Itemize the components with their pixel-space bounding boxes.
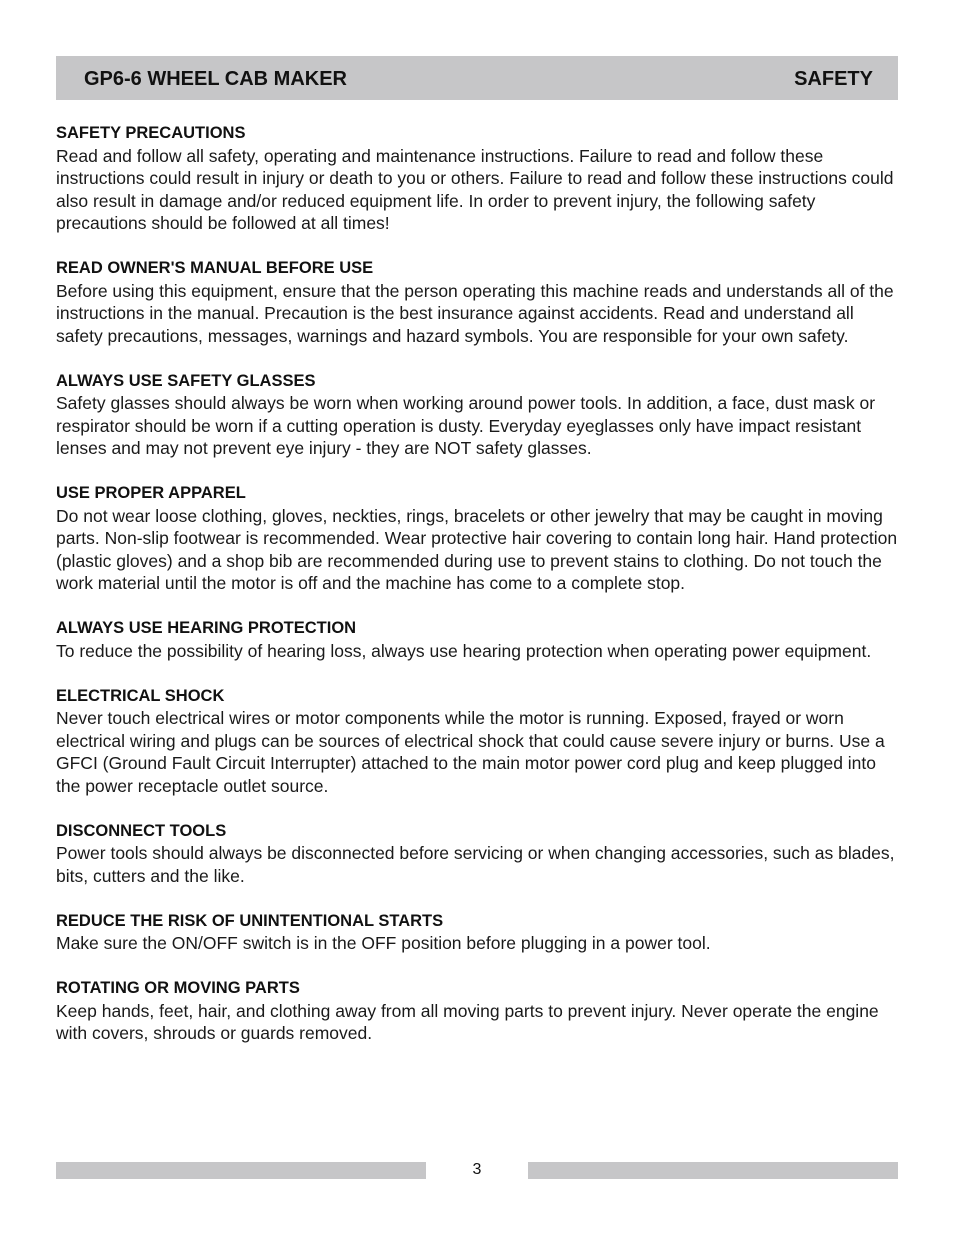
section-heading: READ OWNER'S MANUAL BEFORE USE <box>56 259 374 277</box>
header-bar <box>56 56 898 100</box>
section-heading: ALWAYS USE HEARING PROTECTION <box>56 619 357 637</box>
section-heading: ALWAYS USE SAFETY GLASSES <box>56 371 316 390</box>
section-safety-glasses <box>56 370 902 460</box>
section-electrical-shock <box>56 685 902 798</box>
section-heading: DISCONNECT TOOLS <box>56 821 227 840</box>
section-read-manual <box>56 257 902 347</box>
section-proper-apparel <box>56 482 902 595</box>
footer-bar-left <box>56 1162 426 1179</box>
section-body: To reduce the possibility of hearing loss, always use hearing protection when operating power equipment. <box>56 640 872 661</box>
document-title: GP6-6 WHEEL CAB MAKER <box>84 68 347 90</box>
section-title: SAFETY <box>794 68 873 90</box>
section-body: Before using this equipment, ensure that the person operating this machine reads and understands all of the instructions in the manual. Precaution is the best insurance against accidents. Read and understand all safety precautions, messages, warnings and hazard symbols. You are responsible for your own safety. <box>56 280 894 346</box>
section-safety-precautions <box>56 122 902 235</box>
page-number: 3 <box>472 1161 482 1178</box>
section-hearing-protection <box>56 617 902 662</box>
section-body: Never touch electrical wires or motor components while the motor is running. Exposed, frayed or worn electrical wiring and plugs can be sources of electrical shock that could cause severe injury or burns. Use a GFCI (Ground Fault Circuit Interrupter) attached to the main motor power cord plug and keep plugged into the power receptacle outlet source. <box>56 708 885 796</box>
section-heading: ELECTRICAL SHOCK <box>56 686 225 705</box>
page-content <box>56 122 902 1067</box>
footer-bar-right <box>528 1162 898 1179</box>
section-body: Safety glasses should always be worn when working around power tools. In addition, a face, dust mask or respirator should be worn if a cutting operation is dusty. Everyday eyeglasses only have impact resistant lenses and may not prevent eye injury - they are NOT safety glasses. <box>56 393 876 458</box>
section-unintentional-starts <box>56 910 902 955</box>
section-body: Make sure the ON/OFF switch is in the OFF position before plugging in a power tool. <box>56 933 711 953</box>
section-body: Keep hands, feet, hair, and clothing away from all moving parts to prevent injury. Never operate the engine with covers, shrouds or guards removed. <box>56 1000 879 1043</box>
section-heading: REDUCE THE RISK OF UNINTENTIONAL STARTS <box>56 911 444 930</box>
section-body: Read and follow all safety, operating and maintenance instructions. Failure to read and follow these instructions could result in injury or death to you or others. Failure to read and follow these instructions could also result in damage and/or reduced equipment life. In order to prevent injury, the following safety precautions should be followed at all times! <box>56 145 894 233</box>
section-heading: USE PROPER APPAREL <box>56 484 246 502</box>
section-heading: SAFETY PRECAUTIONS <box>56 124 246 142</box>
section-disconnect-tools <box>56 820 902 888</box>
section-body: Do not wear loose clothing, gloves, neckties, rings, bracelets or other jewelry that may be caught in moving parts. Non-slip footwear is recommended. Wear protective hair covering to contain long hair. Hand protection (plastic gloves) and a shop bib are recommended during use to prevent stains to clothing. Do not touch the work material until the motor is off and the machine has come to a complete stop. <box>56 505 898 593</box>
section-heading: ROTATING OR MOVING PARTS <box>56 979 300 997</box>
section-body: Power tools should always be disconnected before servicing or when changing accessories, such as blades, bits, cutters and the like. <box>56 843 895 886</box>
section-moving-parts <box>56 977 902 1045</box>
